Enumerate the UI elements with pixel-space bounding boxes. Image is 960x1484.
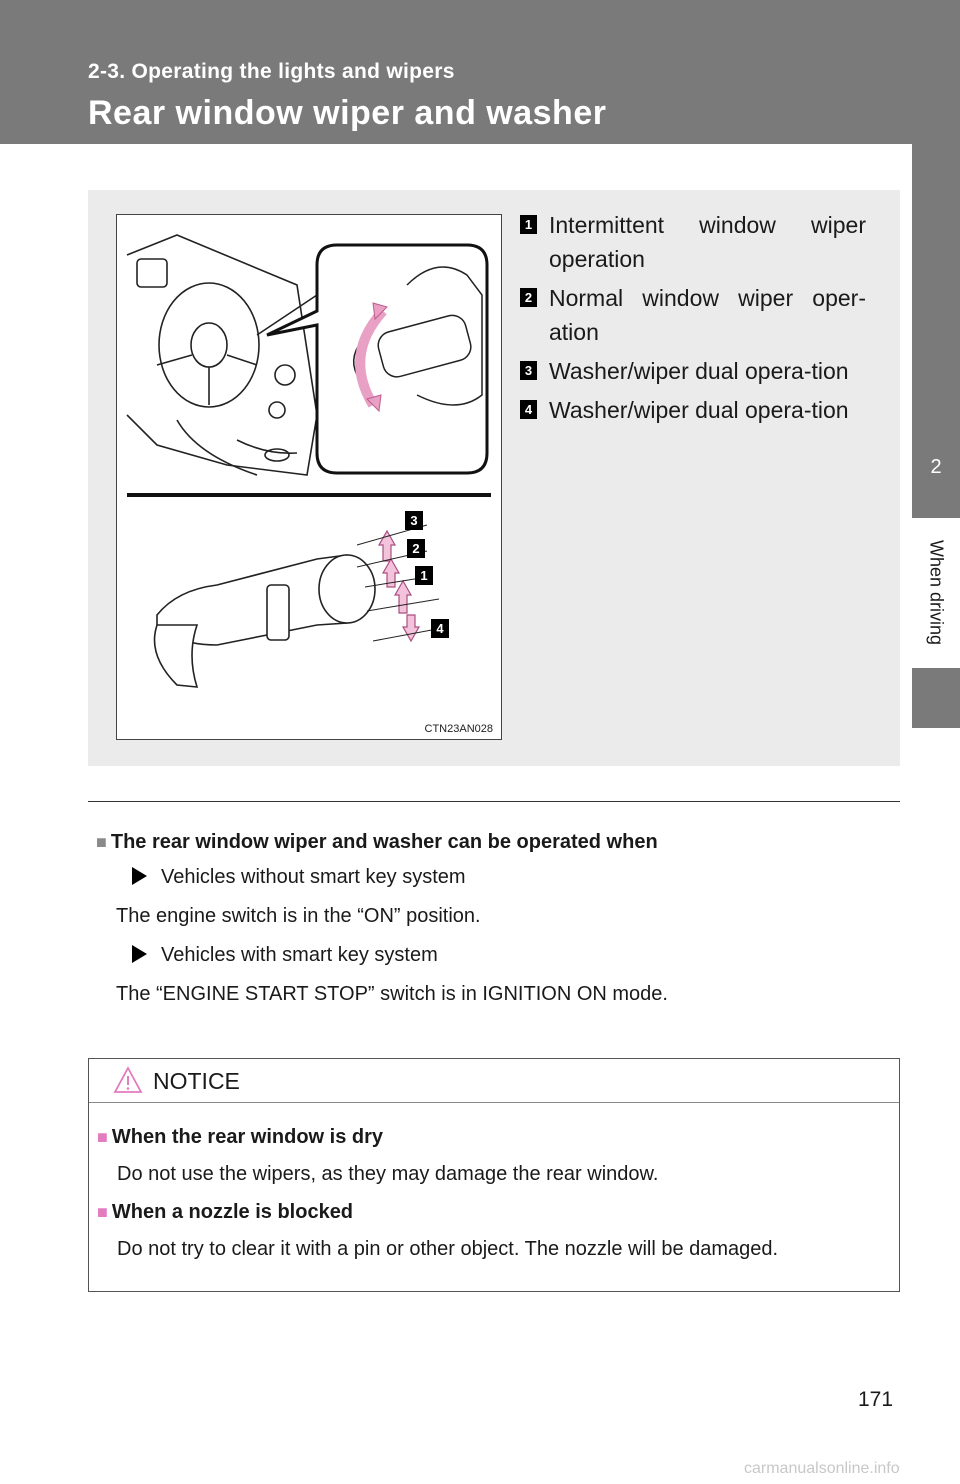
condition-bullet: Vehicles with smart key system [96,936,896,975]
watermark: carmanualsonline.info [744,1460,900,1477]
chapter-label: When driving [926,540,947,646]
notice-item-text: Do not use the wipers, as they may damage the rear window. [117,1163,659,1185]
figure-code: CTN23AN028 [424,723,493,735]
square-bullet-icon: ■ [97,1202,108,1222]
legend-item [520,354,866,388]
warning-triangle-icon [113,1066,143,1094]
square-bullet-icon: ■ [97,1127,108,1147]
legend-text: Washer/wiper dual opera-tion [549,358,849,384]
legend-number: 2 [520,288,537,307]
notice-item-text: Do not try to clear it with a pin or other object. The nozzle will be damaged. [117,1238,779,1260]
page-number: 171 [858,1388,894,1411]
legend-item [520,208,866,276]
legend-item [520,393,866,427]
notice-title: NOTICE [153,1068,240,1094]
section-label: 2-3. Operating the lights and wipers [88,60,455,83]
notice-body [97,1119,887,1269]
legend-text: Intermittent window wiper operation [549,212,866,272]
operating-conditions [96,826,896,1014]
triangle-bullet-icon [132,867,147,885]
zoom-bubble [267,245,487,473]
legend-number: 3 [520,361,537,380]
chapter-label-box [912,518,960,668]
notice-box [88,1058,900,1292]
chapter-tab [912,416,960,518]
legend-item [520,281,866,349]
notice-item-heading: ■ When the rear window is dry [97,1126,384,1148]
legend-text: Normal window wiper oper-ation [549,285,866,345]
condition-text: The engine switch is in the “ON” position. [116,905,481,927]
legend-text: Washer/wiper dual opera-tion [549,397,849,423]
wiper-lever-illustration [116,214,502,740]
condition-bullet: Vehicles without smart key system [96,858,896,897]
wiper-illustration-svg [117,215,501,739]
legend-number: 1 [520,215,537,234]
side-tab-strip [912,144,960,416]
chapter-number: 2 [930,455,942,478]
side-mirror [137,259,167,287]
square-bullet-icon: ■ [96,832,107,852]
notice-item-heading: ■ When a nozzle is blocked [97,1201,354,1223]
side-tab-strip-lower [912,668,960,728]
conditions-heading: ■ The rear window wiper and washer can be operated when [96,831,658,853]
condition-text: The “ENGINE START STOP” switch is in IGNITION ON mode. [116,983,668,1005]
section-divider [88,801,900,802]
page-header [0,0,960,144]
notice-header [89,1059,899,1103]
callout-3: 3 [405,511,423,530]
callout-2: 2 [407,539,425,558]
callout-1: 1 [415,566,433,585]
page-title: Rear window wiper and washer [88,94,607,132]
legend-number: 4 [520,400,537,419]
dashboard-outline [127,235,317,475]
steering-hub [191,323,227,367]
callout-4: 4 [431,619,449,638]
triangle-bullet-icon [132,945,147,963]
figure-legend [520,208,866,432]
